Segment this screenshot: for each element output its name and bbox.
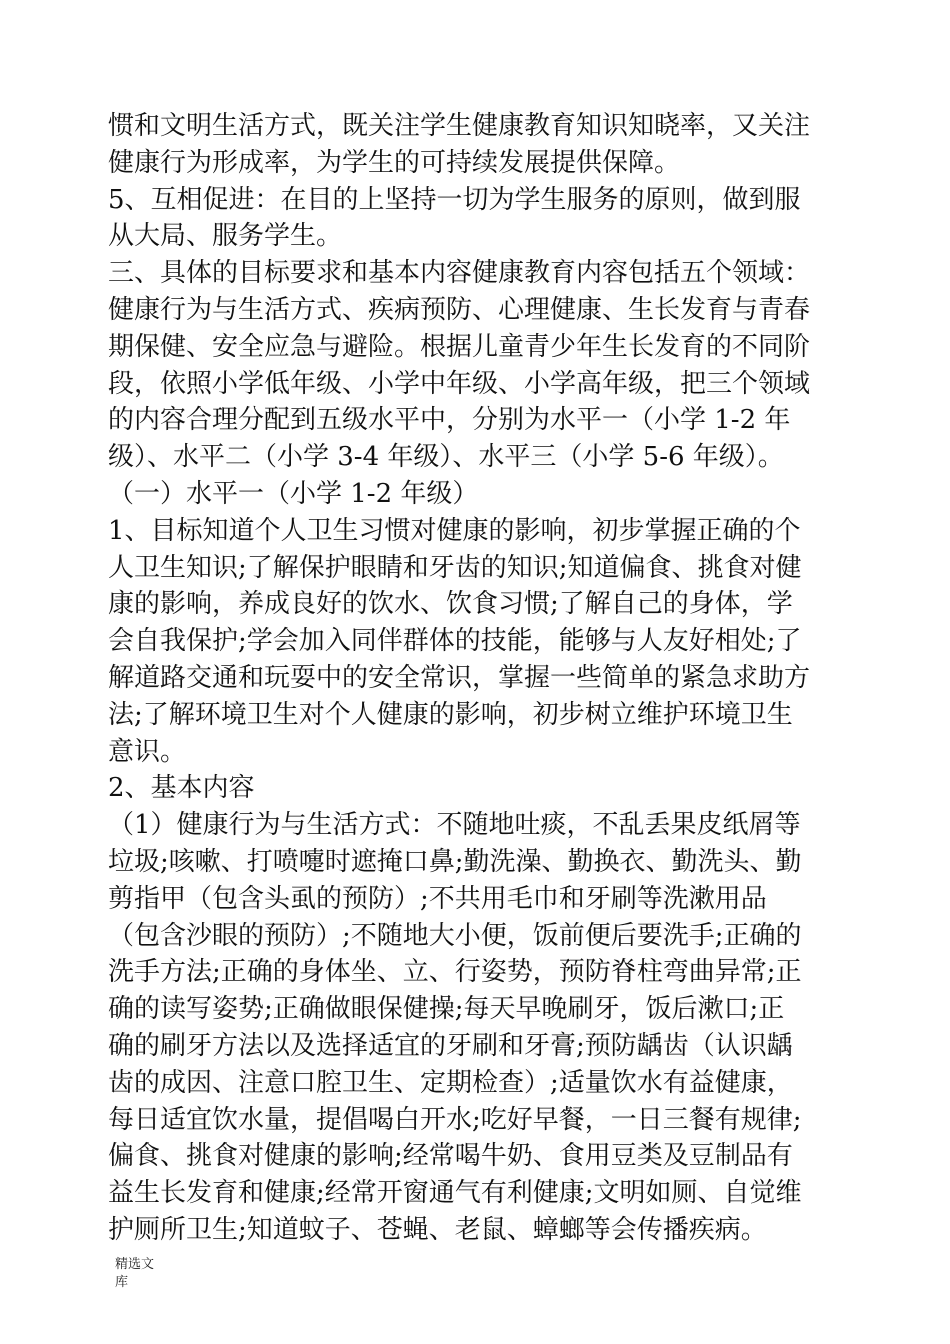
text-line: 期保健、安全应急与避险。根据儿童青少年生长发育的不同阶	[108, 331, 811, 362]
document-body	[108, 108, 838, 1249]
text-line: 5、互相促进：在目的上坚持一切为学生服务的原则，做到服	[108, 184, 801, 215]
text-line: 护厕所卫生;知道蚊子、苍蝇、老鼠、蟑螂等会传播疾病。	[108, 1214, 767, 1245]
text-line: 从大局、服务学生。	[108, 221, 343, 252]
text-line: 1、目标知道个人卫生习惯对健康的影响，初步掌握正确的个	[108, 515, 801, 546]
text-line: 确的读写姿势;正确做眼保健操;每天早晚刷牙，饭后漱口;正	[108, 994, 785, 1025]
item-heading: 2、基本内容	[108, 773, 255, 804]
text-line: 人卫生知识;了解保护眼睛和牙齿的知识;知道偏食、挑食对健	[108, 552, 802, 583]
text-line: 法;了解环境卫生对个人健康的影响，初步树立维护环境卫生	[108, 699, 793, 730]
text-line: 每日适宜饮水量，提倡喝白开水;吃好早餐，一日三餐有规律;	[108, 1104, 802, 1135]
text-line: 洗手方法;正确的身体坐、立、行姿势，预防脊柱弯曲异常;正	[108, 957, 802, 988]
text-line: 意识。	[108, 736, 187, 767]
text-line: 级）、水平二（小学 3-4 年级）、水平三（小学 5-6 年级）。	[108, 442, 784, 473]
text-line: 齿的成因、注意口腔卫生、定期检查）;适量饮水有益健康，	[108, 1067, 793, 1098]
text-line: （包含沙眼的预防）;不随地大小便，饭前便后要洗手;正确的	[108, 920, 802, 951]
text-line: （1）健康行为与生活方式：不随地吐痰，不乱丢果皮纸屑等	[108, 810, 801, 841]
text-line: 解道路交通和玩耍中的安全常识，掌握一些简单的紧急求助方	[108, 662, 811, 693]
text-line: 康的影响，养成良好的饮水、饮食习惯;了解自己的身体，学	[108, 589, 793, 620]
text-line: 惯和文明生活方式，既关注学生健康教育知识知晓率，又关注	[108, 111, 811, 141]
subsection-heading: （一）水平一（小学 1-2 年级）	[108, 478, 479, 509]
footer-label: 库	[115, 1275, 129, 1290]
text-line: 偏食、挑食对健康的影响;经常喝牛奶、食用豆类及豆制品有	[108, 1141, 793, 1172]
text-line: 垃圾;咳嗽、打喷嚏时遮掩口鼻;勤洗澡、勤换衣、勤洗头、勤	[108, 846, 802, 877]
text-line: 益生长发育和健康;经常开窗通气有利健康;文明如厕、自觉维	[108, 1178, 802, 1209]
footer-label: 精选文	[115, 1257, 155, 1272]
text-line: 健康行为形成率，为学生的可持续发展提供保障。	[108, 147, 681, 178]
text-line: 健康行为与生活方式、疾病预防、心理健康、生长发育与青春	[108, 294, 811, 325]
text-line: 确的刷牙方法以及选择适宜的牙刷和牙膏;预防龋齿（认识龋	[108, 1030, 793, 1061]
text-line: 段，依照小学低年级、小学中年级、小学高年级，把三个领域	[108, 368, 811, 399]
text-line: 的内容合理分配到五级水平中，分别为水平一（小学 1-2 年	[108, 405, 791, 436]
page-footer	[115, 1256, 175, 1292]
text-line: 剪指甲（包含头虱的预防）;不共用毛巾和牙刷等洗漱用品	[108, 883, 767, 914]
section-heading-line: 三、具体的目标要求和基本内容健康教育内容包括五个领域：	[108, 258, 811, 289]
text-line: 会自我保护;学会加入同伴群体的技能，能够与人友好相处;了	[108, 626, 802, 657]
